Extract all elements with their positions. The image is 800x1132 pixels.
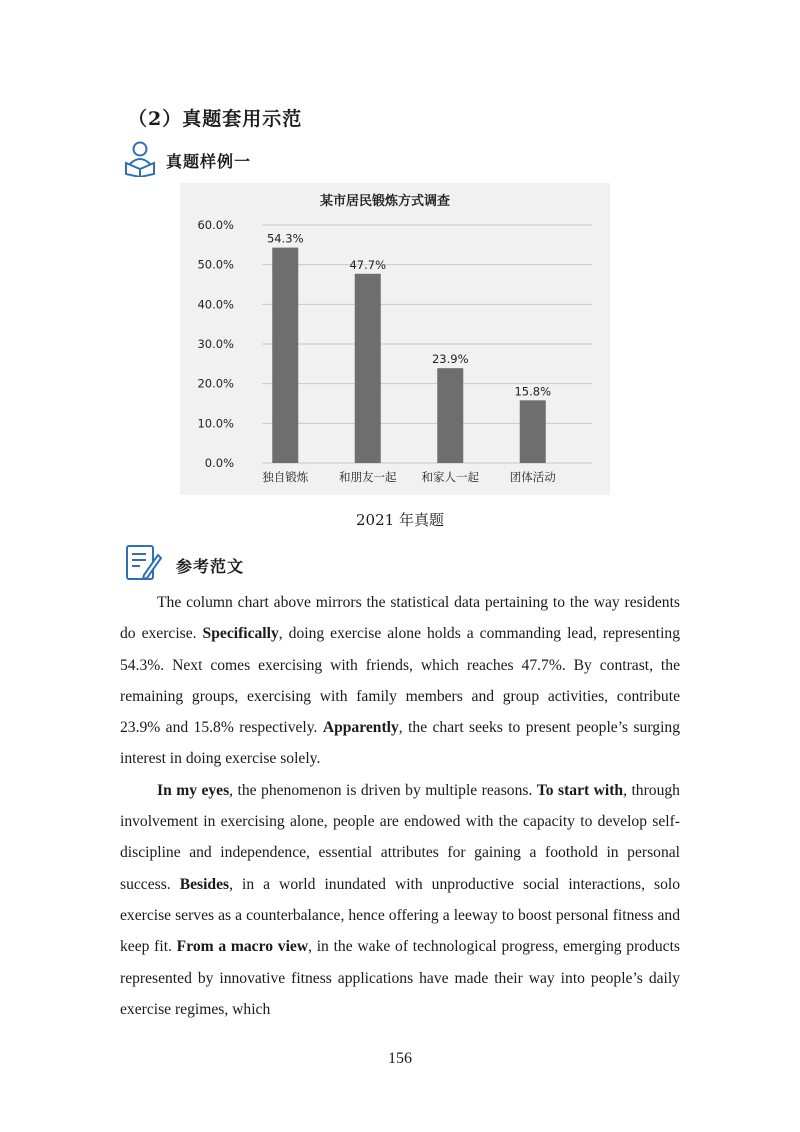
- example-label: 真题样例一: [166, 151, 252, 171]
- bold-phrase: Besides: [179, 875, 230, 893]
- example-header: [122, 140, 251, 180]
- reader-icon: [122, 139, 158, 181]
- bar-chart: [180, 183, 610, 495]
- bold-phrase: From a macro view: [176, 938, 309, 956]
- bar-value-label: 47.7%: [349, 257, 387, 272]
- bar: [355, 274, 381, 463]
- bold-phrase: To start with: [536, 781, 624, 799]
- bar: [437, 368, 463, 463]
- text-run: The column chart above mirrors the statistical data pertaining to the way residents do exercise.: [120, 594, 680, 643]
- bar-value-label: 15.8%: [514, 384, 552, 399]
- text-run: , through involvement in exercising alone, people are endowed with the capacity to develop self-discipline and independence, essential attributes for gaining a foothold in personal success.: [120, 781, 680, 893]
- chart-title: 某市居民锻炼方式调查: [319, 194, 451, 209]
- y-tick-label: 0.0%: [204, 456, 234, 470]
- bold-phrase: In my eyes: [157, 781, 230, 799]
- y-tick-label: 20.0%: [197, 376, 234, 391]
- bold-phrase: Specifically: [202, 625, 279, 643]
- x-category-label: 和朋友一起: [339, 470, 397, 484]
- y-tick-label: 40.0%: [197, 297, 234, 312]
- page-number: 156: [388, 1050, 412, 1067]
- y-tick-label: 30.0%: [197, 337, 234, 351]
- text-run: , in the wake of technological progress, emerging products represented by innovative fitness applications have made their way into people’s daily exercise regimes, which: [120, 938, 680, 1018]
- y-tick-label: 50.0%: [197, 257, 234, 272]
- bold-phrase: Apparently: [322, 719, 399, 737]
- x-category-label: 独自锻炼: [262, 470, 309, 484]
- text-run: , in a world inundated with unproductive social interactions, solo exercise serves as a counterbalance, hence offering a leeway to boost personal fitness and keep fit.: [120, 875, 680, 956]
- reference-label: 参考范文: [176, 556, 245, 576]
- text-run: , the chart seeks to present people’s surging interest in doing exercise solely.: [120, 719, 680, 768]
- reference-header: [124, 544, 244, 586]
- document-pen-icon: [124, 543, 162, 587]
- bar: [520, 400, 546, 463]
- y-tick-label: 60.0%: [197, 218, 234, 232]
- section-title: （2）真题套用示范: [128, 108, 303, 130]
- essay-paragraph: [120, 775, 680, 1025]
- x-category-label: 和家人一起: [421, 470, 479, 484]
- text-run: , the phenomenon is driven by multiple reasons.: [229, 781, 537, 799]
- text-run: , doing exercise alone holds a commanding lead, representing 54.3%. Next comes exercising with friends, which reaches 47.7%. By contrast, the remaining groups, exercising with family members and group activities, contribute 23.9% and 15.8% respectively.: [120, 625, 680, 737]
- x-category-label: 团体活动: [509, 470, 556, 484]
- essay-body: [120, 587, 680, 1025]
- bar-value-label: 54.3%: [266, 231, 304, 246]
- bar-chart-svg: [180, 183, 610, 495]
- essay-paragraph: [120, 587, 680, 775]
- bar: [272, 248, 298, 463]
- bar-value-label: 23.9%: [431, 352, 469, 367]
- chart-caption: 2021 年真题: [356, 511, 444, 529]
- y-tick-label: 10.0%: [197, 416, 234, 431]
